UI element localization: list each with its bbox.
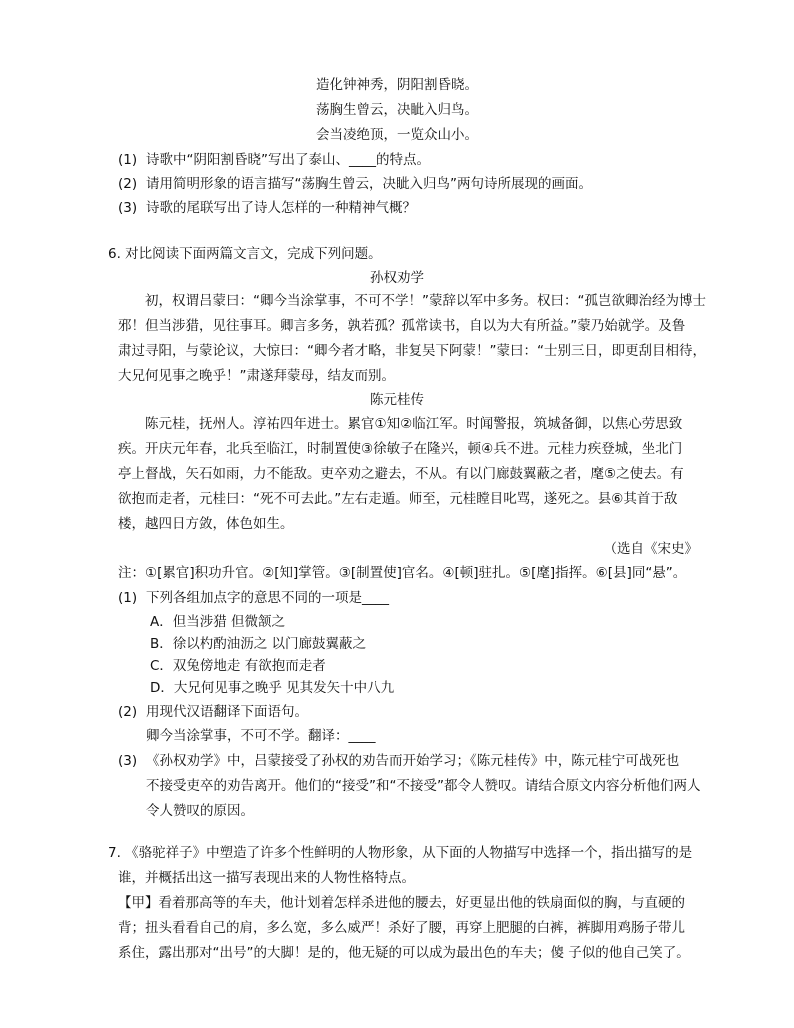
q6-text1-line-4: 大兄何见事之晚乎！”肃遂拜蒙母，结友而别。 bbox=[118, 368, 395, 384]
q5-sub2-text: 请用简明形象的语言描写“荡胸生曾云，决眦入归鸟”两句诗所展现的画面。 bbox=[146, 176, 592, 192]
q7-jia-line-1: 【甲】看着那高等的车夫，他计划着怎样杀进他的腰去，好更显出他的铁扇面似的胸，与直硬的 bbox=[118, 895, 685, 911]
q6-sub3-line-3: 令人赞叹的原因。 bbox=[146, 803, 254, 819]
q6-text2-line-3: 亭上督战，矢石如雨，力不能敌。吏卒劝之避去，不从。有以门廊鼓翼蔽之者，麾⑤之使去。有 bbox=[118, 466, 684, 482]
q5-sub3-text: 诗歌的尾联写出了诗人怎样的一种精神气概？ bbox=[146, 200, 416, 216]
q5-sub2-number: (2) bbox=[118, 176, 138, 192]
q7-line-1: 7. 《骆驼祥子》中塑造了许多个性鲜明的人物形象，从下面的人物描写中选择一个，指出描写的是 bbox=[108, 845, 693, 861]
q6-source: （选自《宋史》 bbox=[603, 541, 698, 557]
q6-text1-line-1: 初，权谓吕蒙曰：“卿今当涂掌事，不可不学！”蒙辞以军中多务。权曰：“孤岂欲卿治经为博士 bbox=[145, 293, 706, 309]
q6-text1-line-2: 邪！但当涉猎，见往事耳。卿言多务，孰若孤？孤常读书，自以为大有所益。”蒙乃始就学。及鲁 bbox=[118, 318, 686, 334]
q6-option-b: B．徐以杓酌油沥之 以门廊鼓翼蔽之 bbox=[150, 636, 367, 652]
q6-option-d: D．大兄何见事之晚乎 见其发矢十中八九 bbox=[150, 680, 395, 696]
q7-jia-line-3: 系住，露出那对“出号”的大脚！是的，他无疑的可以成为最出色的车夫；傻 子似的他自己笑了。 bbox=[118, 945, 690, 961]
q6-header: 6. 对比阅读下面两篇文言文，完成下列问题。 bbox=[108, 246, 382, 262]
q6-text2-line-2: 疾。开庆元年春，北兵至临江，时制置使③徐敏子在隆兴，顿④兵不进。元桂力疾登城，坐北门 bbox=[118, 441, 683, 457]
q6-text2-line-5: 楼，越四日方敛，体色如生。 bbox=[118, 516, 294, 532]
q7-jia-line-2: 背；扭头看看自己的肩，多么宽，多么威严！杀好了腰，再穿上肥腿的白裤，裤脚用鸡肠子带儿 bbox=[118, 920, 685, 936]
q6-title-2: 陈元桂传 bbox=[370, 392, 424, 408]
q5-sub1-number: (1) bbox=[118, 152, 138, 168]
q6-sub2-translate: 卿今当涂掌事，不可不学。翻译：____ bbox=[146, 728, 376, 744]
q6-option-c: C．双兔傍地走 有欲抱而走者 bbox=[150, 658, 326, 674]
q6-sub2-number: (2) bbox=[118, 704, 138, 720]
q6-text1-line-3: 肃过寻阳，与蒙论议，大惊曰：“卿今者才略，非复吴下阿蒙！”蒙曰：“士别三日，即更刮目相待， bbox=[118, 343, 706, 359]
q6-sub1-text: 下列各组加点字的意思不同的一项是____ bbox=[146, 590, 389, 606]
q5-sub3-number: (3) bbox=[118, 200, 138, 216]
q6-sub1-number: (1) bbox=[118, 590, 138, 606]
poem-line-3: 会当凌绝顶，一览众山小。 bbox=[316, 127, 478, 143]
q6-sub2-text: 用现代汉语翻译下面语句。 bbox=[146, 704, 308, 720]
q7-line-2: 谁，并概括出这一描写表现出来的人物性格特点。 bbox=[118, 870, 415, 886]
q6-sub3-line-2: 不接受吏卒的劝告离开。他们的“接受”和“不接受”都令人赞叹。请结合原文内容分析他们两人 bbox=[146, 778, 701, 794]
q5-sub1-text: 诗歌中“阴阳割昏晓”写出了泰山、____的特点。 bbox=[146, 152, 430, 168]
q6-text2-line-1: 陈元桂，抚州人。淳祐四年进士。累官①知②临江军。时闻警报，筑城备御，以焦心劳思致 bbox=[145, 416, 683, 432]
poem-line-2: 荡胸生曾云，决眦入归鸟。 bbox=[316, 102, 478, 118]
q6-option-a: A．但当涉猎 但微颔之 bbox=[150, 614, 286, 630]
q6-title-1: 孙权劝学 bbox=[370, 270, 424, 286]
poem-line-1: 造化钟神秀，阴阳割昏晓。 bbox=[316, 77, 478, 93]
q6-sub3-number: (3) bbox=[118, 753, 138, 769]
q6-note: 注：①[累官]积功升官。②[知]掌管。③[制置使]官名。④[顿]驻扎。⑤[麾]指挥。⑥[县]同“悬”。 bbox=[118, 565, 687, 581]
q6-sub3-line-1: 《孙权劝学》中，吕蒙接受了孙权的劝告而开始学习；《陈元桂传》中，陈元桂宁可战死也 bbox=[146, 753, 680, 769]
q6-text2-line-4: 欲抱而走者，元桂曰：“死不可去此。”左右走遁。师至，元桂瞠目叱骂，遂死之。县⑥其首于敌 bbox=[118, 491, 678, 507]
